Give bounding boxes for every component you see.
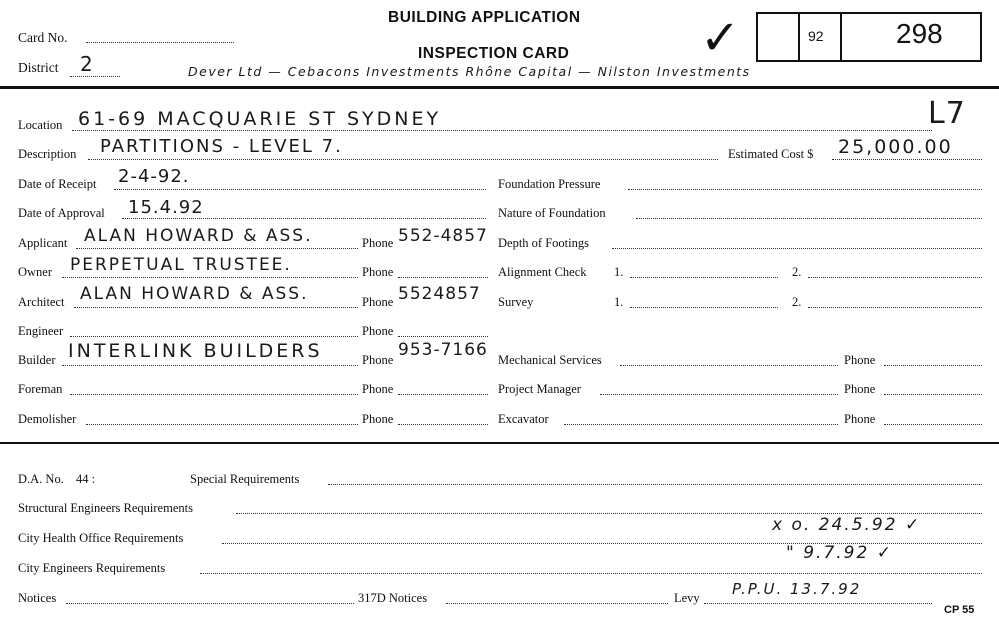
architect-value: ALAN HOWARD & ASS. (80, 284, 309, 304)
foreman-label: Foreman (18, 382, 63, 396)
owner-phone-line (398, 277, 488, 278)
special-line (328, 484, 982, 485)
structural-label: Structural Engineers Requirements (18, 501, 193, 515)
mechanical-phone-label: Phone (844, 353, 876, 367)
owner-label: Owner (18, 265, 53, 279)
structural-line (236, 513, 982, 514)
survey-label: Survey (498, 295, 534, 309)
card-year: 92 (808, 28, 824, 44)
special-label: Special Requirements (190, 472, 300, 486)
location-value: 61-69 MACQUARIE ST SYDNEY (78, 108, 442, 130)
card-no-line (86, 42, 234, 43)
excavator-phone-label: Phone (844, 412, 876, 426)
health-value: x o. 24.5.92 ✓ (772, 515, 922, 535)
date-receipt-line (114, 189, 486, 190)
location-label: Location (18, 118, 63, 132)
district-notes: Dever Ltd — Cebacons Investments Rhône Capital — Nilston Investments (188, 64, 751, 79)
mechanical-phone-line (884, 365, 982, 366)
notices-line (66, 603, 354, 604)
alignment-num1: 1. (614, 265, 624, 279)
applicant-label: Applicant (18, 236, 68, 250)
date-receipt-value: 2-4-92. (118, 166, 190, 187)
form-title-line1: BUILDING APPLICATION (388, 9, 581, 26)
section-rule (0, 442, 999, 444)
foundation-pressure-label: Foundation Pressure (498, 177, 601, 191)
notices-label: Notices (18, 591, 57, 605)
applicant-value: ALAN HOWARD & ASS. (84, 226, 313, 246)
builder-phone-value: 953-7166 (398, 340, 488, 360)
builder-phone-label: Phone (362, 353, 394, 367)
alignment-num2: 2. (792, 265, 802, 279)
survey-num1: 1. (614, 295, 624, 309)
foreman-phone-label: Phone (362, 382, 394, 396)
engineer-phone-label: Phone (362, 324, 394, 338)
district-label: District (18, 60, 59, 75)
alignment-label: Alignment Check (498, 265, 587, 279)
card-number-box (756, 12, 982, 62)
project-manager-phone-line (884, 394, 982, 395)
header-rule (0, 86, 999, 89)
box-divider (798, 14, 800, 60)
form-title-line2: INSPECTION CARD (418, 45, 570, 62)
date-approval-label: Date of Approval (18, 206, 105, 220)
applicant-phone-value: 552-4857 (398, 226, 488, 246)
survey-line1 (630, 307, 778, 308)
survey-line2 (808, 307, 982, 308)
excavator-line (564, 424, 838, 425)
check-mark-icon: ✓ (700, 10, 741, 66)
depth-footings-line (612, 248, 982, 249)
district-value: 2 (80, 52, 94, 76)
card-number: 298 (896, 18, 943, 49)
engineer-label: Engineer (18, 324, 64, 338)
architect-phone-label: Phone (362, 295, 394, 309)
alignment-line1 (630, 277, 778, 278)
date-approval-value: 15.4.92 (128, 197, 204, 218)
owner-value: PERPETUAL TRUSTEE. (70, 255, 292, 275)
date-approval-line (122, 218, 486, 219)
corner-mark: L7 (928, 96, 966, 131)
builder-value: INTERLINK BUILDERS (68, 340, 323, 362)
nature-foundation-line (636, 218, 982, 219)
box-divider (840, 14, 842, 60)
date-receipt-label: Date of Receipt (18, 177, 97, 191)
foundation-pressure-line (628, 189, 982, 190)
description-line (88, 159, 718, 160)
builder-line (62, 365, 358, 366)
applicant-phone-label: Phone (362, 236, 394, 250)
nature-foundation-label: Nature of Foundation (498, 206, 606, 220)
demolisher-phone-line (398, 424, 488, 425)
card-no-label: Card No. (18, 30, 68, 45)
da-label: D.A. No. (18, 472, 64, 486)
description-value: PARTITIONS - LEVEL 7. (100, 136, 343, 157)
foreman-phone-line (398, 394, 488, 395)
notices-317d-line (446, 603, 668, 604)
levy-label: Levy (674, 591, 700, 605)
mechanical-line (620, 365, 838, 366)
engineer-line (70, 336, 358, 337)
project-manager-phone-label: Phone (844, 382, 876, 396)
engineer-phone-line (398, 336, 488, 337)
estimated-cost-label: Estimated Cost $ (728, 147, 814, 161)
levy-value: P.P.U. 13.7.92 (732, 580, 862, 598)
mechanical-label: Mechanical Services (498, 353, 602, 367)
excavator-phone-line (884, 424, 982, 425)
alignment-line2 (808, 277, 982, 278)
estimated-cost-line (832, 159, 982, 160)
city-eng-line (200, 573, 982, 574)
architect-phone-value: 5524857 (398, 284, 481, 304)
depth-footings-label: Depth of Footings (498, 236, 589, 250)
architect-line (74, 307, 358, 308)
description-label: Description (18, 147, 77, 161)
owner-line (62, 277, 358, 278)
da-value: 44 : (76, 472, 96, 486)
demolisher-label: Demolisher (18, 412, 77, 426)
demolisher-line (86, 424, 358, 425)
city-eng-value: " 9.7.92 ✓ (786, 543, 893, 563)
levy-line (704, 603, 932, 604)
district-line (70, 76, 120, 77)
notices-317d-label: 317D Notices (358, 591, 428, 605)
builder-label: Builder (18, 353, 56, 367)
demolisher-phone-label: Phone (362, 412, 394, 426)
project-manager-line (600, 394, 838, 395)
location-line (72, 130, 932, 131)
excavator-label: Excavator (498, 412, 549, 426)
city-eng-label: City Engineers Requirements (18, 561, 166, 575)
health-label: City Health Office Requirements (18, 531, 184, 545)
applicant-line (76, 248, 358, 249)
project-manager-label: Project Manager (498, 382, 581, 396)
form-code: CP 55 (944, 604, 975, 616)
estimated-cost-value: 25,000.00 (838, 136, 953, 158)
foreman-line (70, 394, 358, 395)
survey-num2: 2. (792, 295, 802, 309)
architect-label: Architect (18, 295, 65, 309)
owner-phone-label: Phone (362, 265, 394, 279)
